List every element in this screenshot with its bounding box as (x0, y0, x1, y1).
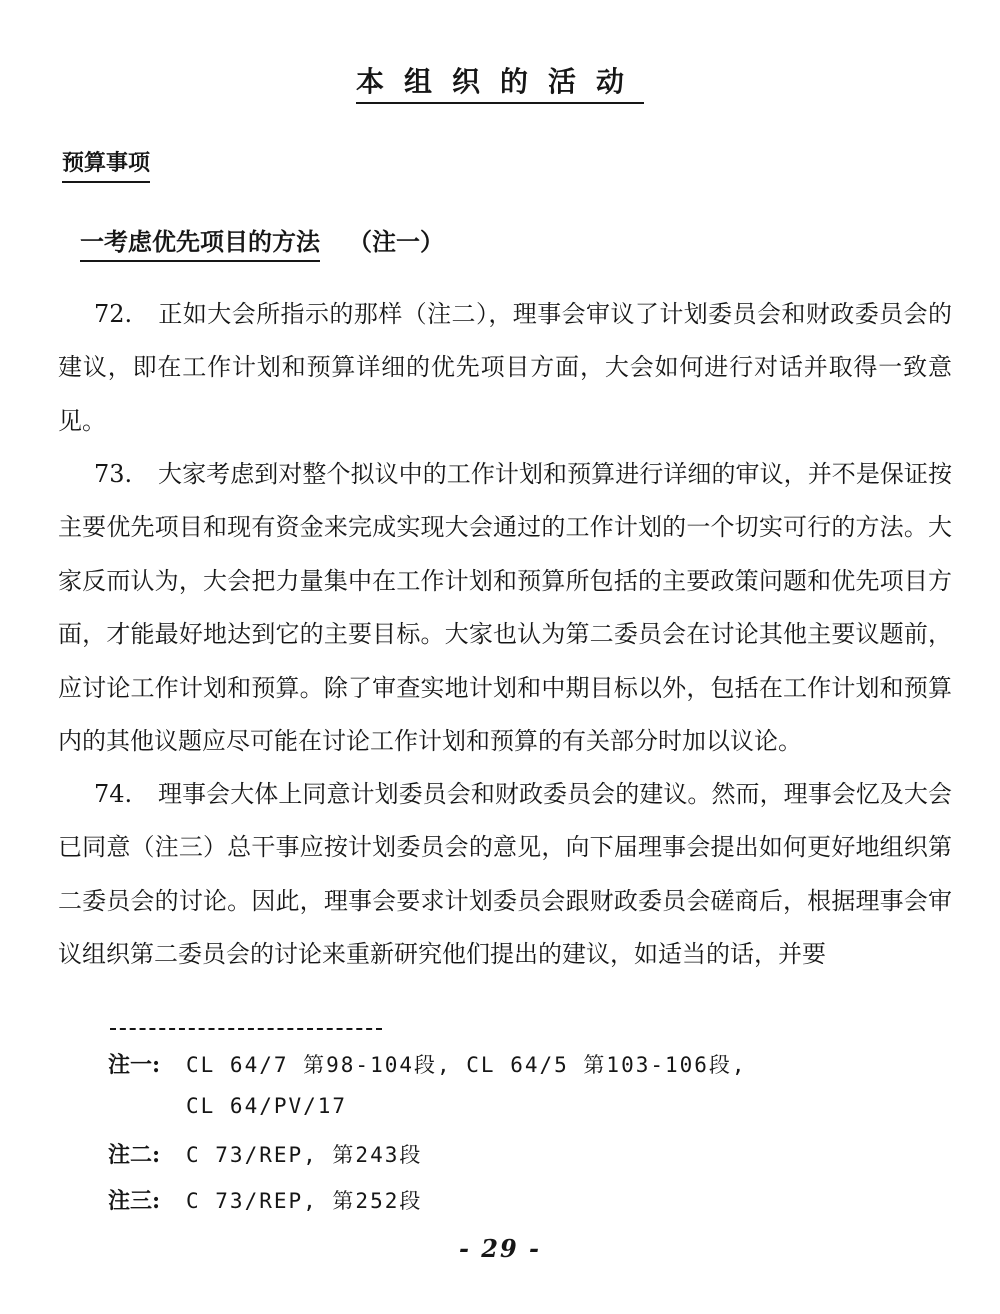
footnote-separator (110, 1028, 382, 1030)
paragraph-number: 72. (94, 300, 133, 328)
paragraph-74 (58, 768, 952, 982)
paragraph-72 (58, 288, 952, 448)
footnote-1 (108, 1048, 747, 1079)
subsection-heading (80, 222, 444, 257)
paragraph-text: 正如大会所指示的那样（注二），理事会审议了计划委员会和财政委员会的建议，即在工作计划和预算详细的优先项目方面，大会如何进行对话并取得一致意见。 (58, 300, 952, 435)
paragraph-73 (58, 448, 952, 768)
page-number: - 29 - (458, 1234, 542, 1263)
footnote-1-continued (108, 1094, 347, 1119)
footnote-label: 注三: (108, 1188, 161, 1214)
footnote-text: C 73/REP, 第243段 (186, 1143, 423, 1167)
subsection-note-ref: （注一） (348, 227, 444, 256)
paragraph-text: 理事会大体上同意计划委员会和财政委员会的建议。然而，理事会忆及大会已同意（注三）总干事应按计划委员会的意见，向下届理事会提出如何更好地组织第二委员会的讨论。因此，理事会要求计划委员会跟财政委员会磋商后，根据理事会审议组织第二委员会的讨论来重新研究他们提出的建议，如适当的话，并要 (58, 780, 952, 969)
footnote-text: C 73/REP, 第252段 (186, 1189, 423, 1213)
paragraph-number: 74. (94, 780, 133, 808)
footnote-label: 注二: (108, 1142, 161, 1168)
footnote-text: CL 64/PV/17 (186, 1094, 348, 1118)
section-heading: 预算事项 (62, 146, 150, 183)
paragraph-text: 大家考虑到对整个拟议中的工作计划和预算进行详细的审议，并不是保证按主要优先项目和现有资金来完成实现大会通过的工作计划的一个切实可行的方法。大家反而认为，大会把力量集中在工作计划和预算所包括的主要政策问题和优先项目方面，才能最好地达到它的主要目标。大家也认为第二委员会在讨论其他主要议题前，应讨论工作计划和预算。除了审查实地计划和中期目标以外，包括在工作计划和预算内的其他议题应尽可能在讨论工作计划和预算的有关部分时加以议论。 (58, 460, 952, 756)
footnote-2 (108, 1138, 422, 1169)
subsection-title: 一考虑优先项目的方法 (80, 227, 320, 262)
page-title: 本组织的活动 (0, 60, 1000, 100)
paragraph-number: 73. (94, 460, 133, 488)
footnote-label: 注一: (108, 1052, 161, 1078)
footnote-3 (108, 1184, 422, 1215)
footnote-text: CL 64/7 第98-104段, CL 64/5 第103-106段, (186, 1053, 747, 1077)
